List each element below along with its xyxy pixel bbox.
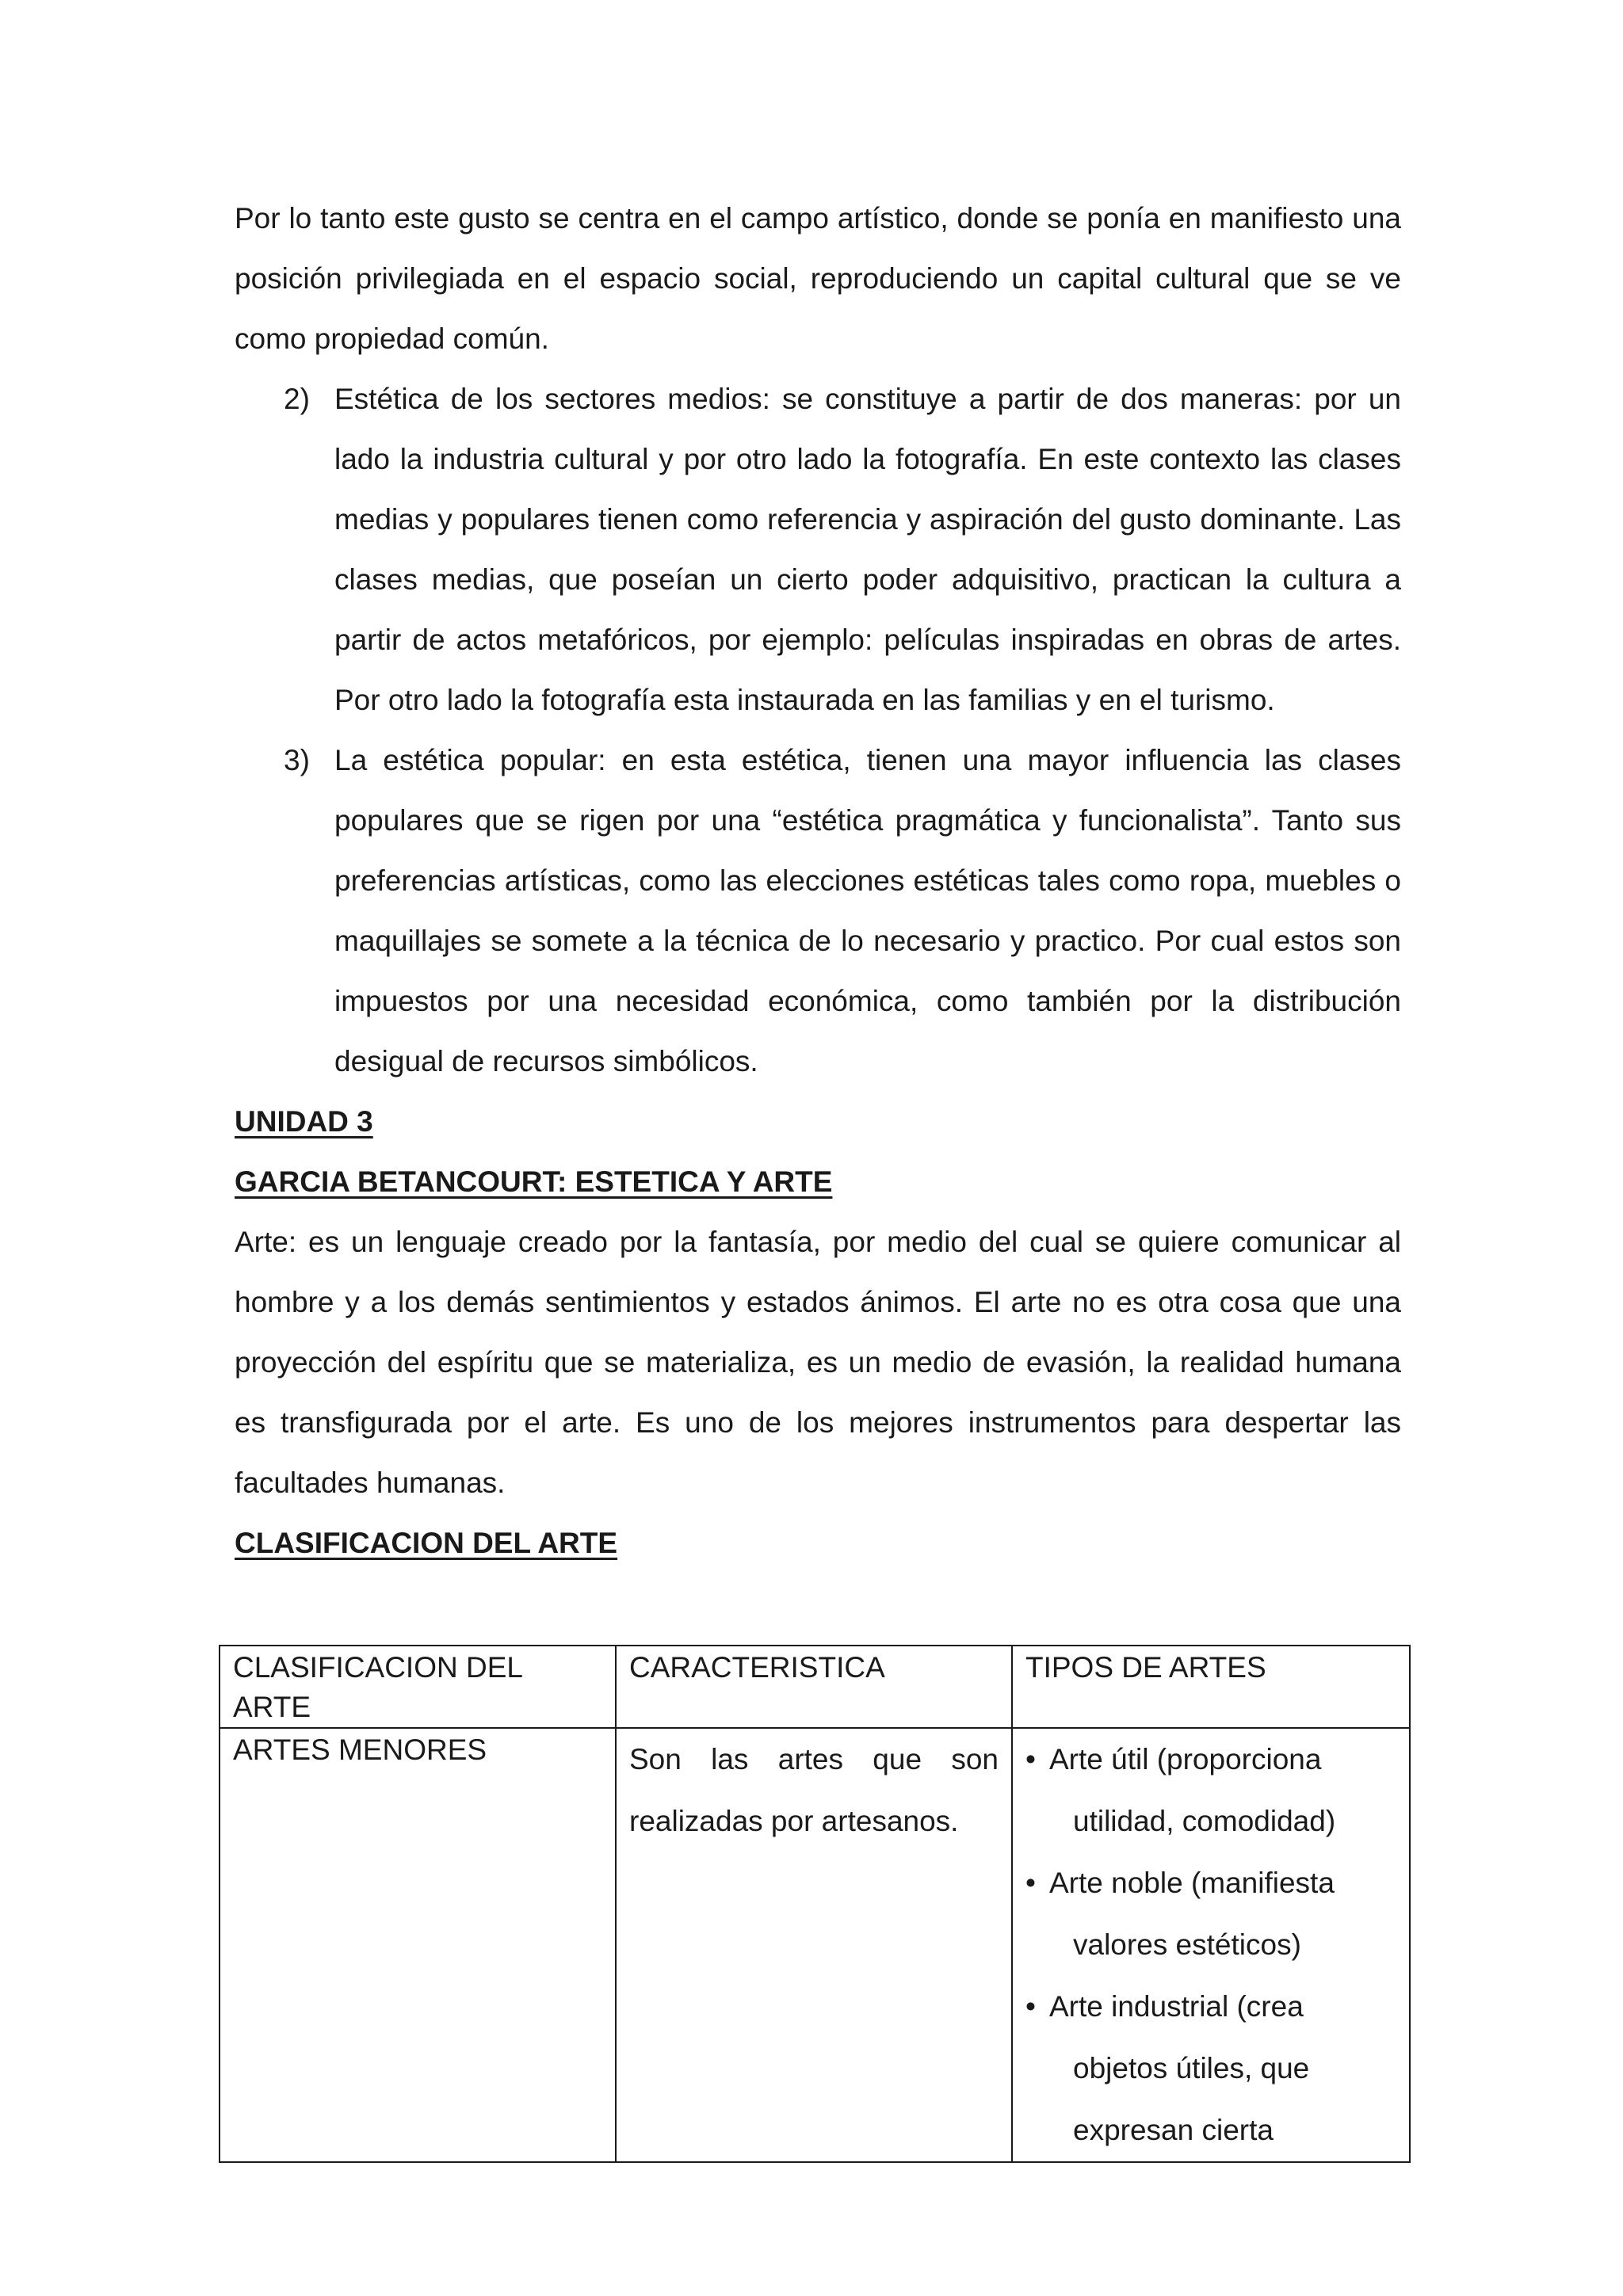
table-cell-clasificacion: ARTES MENORES [220,1728,616,2162]
caracteristica-text: Son las artes que son realizadas por artesanos. [629,1743,999,1837]
table-row [220,1728,1410,2162]
tipo-continuation: utilidad, comodidad) [1073,1805,1336,1837]
list-marker: 2) [284,383,310,415]
bullet-icon: • [1025,1867,1036,1899]
bullet-icon: • [1025,1743,1036,1775]
table-cell-caracteristica [616,1728,1012,2162]
bullet-icon: • [1025,1990,1036,2023]
tipo-first-line: Arte noble (manifiesta [1049,1867,1335,1899]
table-header-row [220,1646,1410,1728]
classification-table [219,1645,1411,2163]
tipo-first-line: Arte industrial (crea [1049,1990,1304,2023]
tipo-continuation: valores estéticos) [1073,1928,1301,1961]
list-item [235,730,1401,1092]
document-page [235,189,1401,1573]
list-item-text: Estética de los sectores medios: se constituye a partir de dos maneras: por un lado la industria cultural y por otro lado la fotografía. En este contexto las clases medias y populares tienen como referencia y aspiración del gusto dominante. Las clases medias, que poseían un cierto poder adquisitivo, practican la cultura a partir de actos metafóricos, por ejemplo: películas inspiradas en obras de artes. Por otro lado la fotografía esta instaurada en las familias y en el turismo. [334,383,1401,716]
table-header-cell: CARACTERISTICA [616,1646,1012,1728]
table-cell-tipos [1012,1728,1410,2162]
unit-heading: UNIDAD 3 [235,1105,373,1138]
intro-paragraph: Por lo tanto este gusto se centra en el campo artístico, donde se ponía en manifiesto una posición privilegiada en el espacio social, reproduciendo un capital cultural que se ve como propiedad común. [235,202,1401,355]
tipo-continuation: objetos útiles, que [1073,2052,1310,2084]
list-item-text: La estética popular: en esta estética, tienen una mayor influencia las clases populares que se rigen por una “estética pragmática y funcionalista”. Tanto sus preferencias artísticas, como las elecciones estéticas tales como ropa, muebles o maquillajes se somete a la técnica de lo necesario y practico. Por cual estos son impuestos por una necesidad económica, como también por la distribución desigual de recursos simbólicos. [334,744,1401,1077]
list-item [1025,1852,1396,1976]
numbered-list [235,369,1401,1092]
classification-heading: CLASIFICACION DEL ARTE [235,1527,618,1559]
tipos-list [1025,1729,1396,2161]
author-heading: GARCIA BETANCOURT: ESTETICA Y ARTE [235,1165,833,1198]
arte-paragraph: Arte: es un lenguaje creado por la fantasía, por medio del cual se quiere comunicar al hombre y a los demás sentimientos y estados ánimos. El arte no es otra cosa que una proyección del espíritu que se materializa, es un medio de evasión, la realidad humana es transfigurada por el arte. Es uno de los mejores instrumentos para despertar las facultades humanas. [235,1226,1401,1499]
list-item [1025,1976,1396,2161]
table-header-cell: TIPOS DE ARTES [1012,1646,1410,1728]
table-header-cell: CLASIFICACION DEL ARTE [220,1646,616,1728]
tipo-continuation: expresan cierta [1073,2114,1274,2146]
list-item [1025,1729,1396,1852]
list-marker: 3) [284,744,310,776]
tipo-first-line: Arte útil (proporciona [1049,1743,1322,1775]
list-item [235,369,1401,730]
